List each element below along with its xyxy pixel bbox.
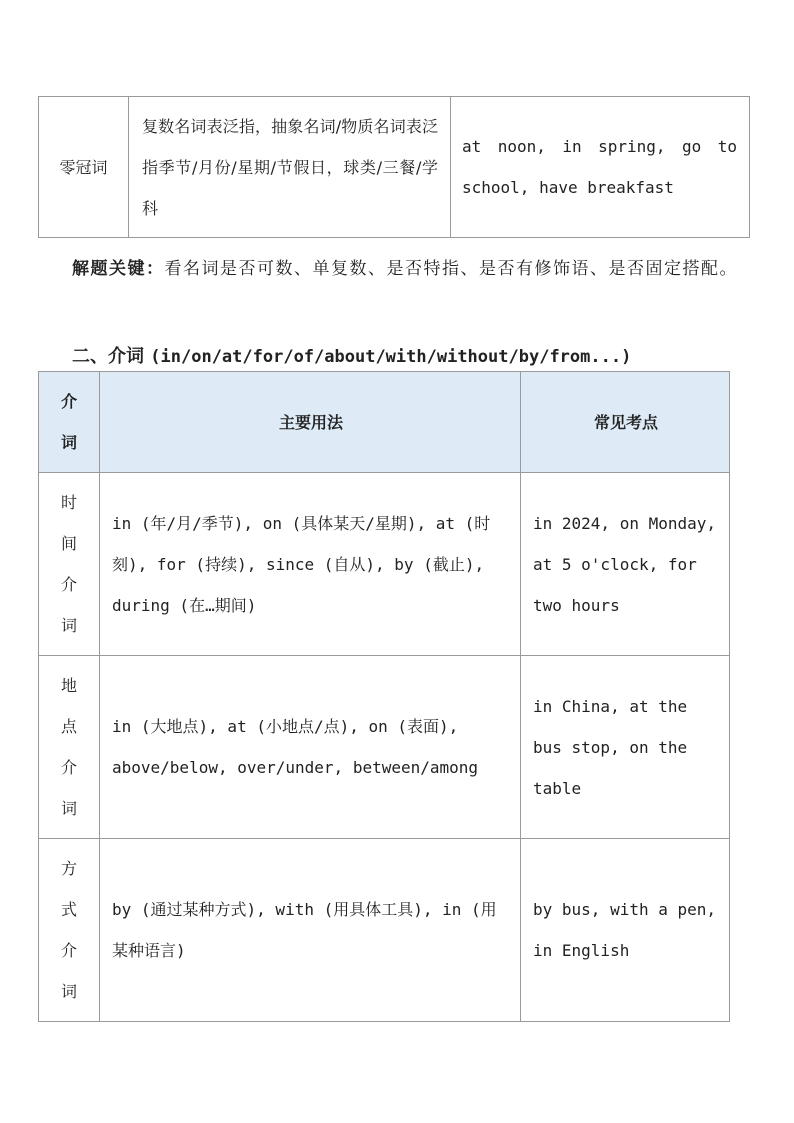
tip-label: 解题关键： [72, 259, 165, 279]
table-cell-usage: in (大地点), at (小地点/点), on (表面), above/below, over/under, between/among [100, 656, 521, 839]
table-cell-type: 地点介词 [39, 656, 100, 839]
tip-text: 看名词是否可数、单复数、是否特指、是否有修饰语、是否固定搭配。 [164, 259, 738, 279]
table-cell-usage: 复数名词表泛指，抽象名词/物质名词表泛指季节/月份/星期/节假日，球类/三餐/学科 [129, 97, 451, 238]
table-row [39, 656, 730, 839]
table-cell-usage: by (通过某种方式), with (用具体工具), in (用某种语言) [100, 839, 521, 1022]
preposition-table [38, 371, 730, 1022]
header-examples: 常见考点 [521, 372, 730, 473]
section-title: 二、介词 [72, 346, 144, 367]
table-row [39, 473, 730, 656]
table-cell-term: 零冠词 [39, 97, 129, 238]
table-cell-usage: in (年/月/季节), on (具体某天/星期), at (时刻), for (持续), since (自从), by (截止), during (在…期间) [100, 473, 521, 656]
tip-paragraph [38, 248, 750, 290]
section-prepositions: (in/on/at/for/of/about/with/without/by/from...) [150, 347, 632, 367]
table-cell-examples: in China, at the bus stop, on the table [521, 656, 730, 839]
table-cell-examples: in 2024, on Monday, at 5 o'clock, for two hours [521, 473, 730, 656]
header-preposition: 介词 [39, 372, 100, 473]
table-row [39, 97, 750, 238]
article-usage-table [38, 96, 750, 238]
table-cell-type: 时间介词 [39, 473, 100, 656]
table-cell-examples: at noon, in spring, go to school, have breakfast [451, 97, 750, 238]
table-row [39, 839, 730, 1022]
header-usage: 主要用法 [100, 372, 521, 473]
table-header-row [39, 372, 730, 473]
table-cell-examples: by bus, with a pen, in English [521, 839, 730, 1022]
table-cell-type: 方式介词 [39, 839, 100, 1022]
